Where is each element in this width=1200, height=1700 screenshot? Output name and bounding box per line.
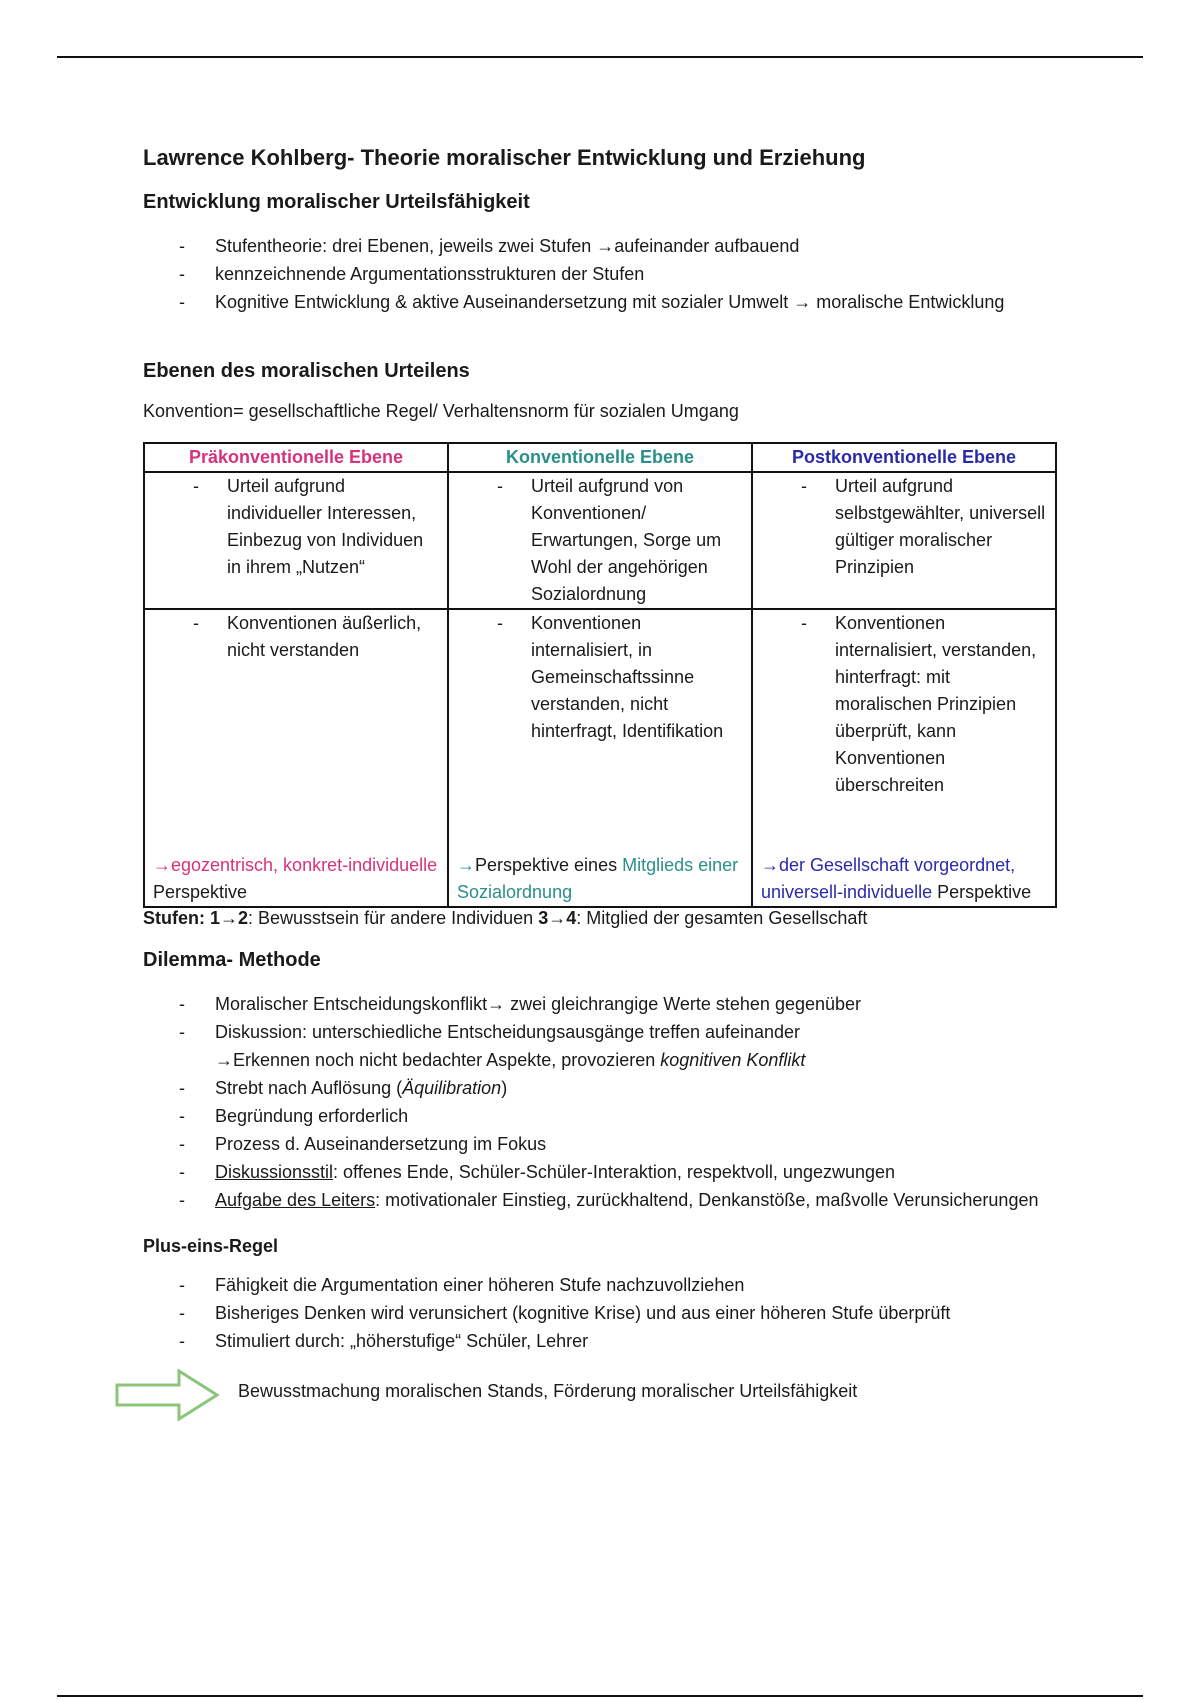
conclusion-row	[143, 1367, 1083, 1427]
header-conventional: Konventionelle Ebene	[448, 443, 752, 472]
document-body	[143, 145, 1083, 1427]
list-item: - kennzeichnende Argumentationsstrukturen der Stufen	[215, 260, 1083, 288]
dilemma-list	[143, 990, 1083, 1214]
convention-definition: Konvention= gesellschaftliche Regel/ Verhaltensnorm für sozialen Umgang	[143, 401, 739, 421]
right-arrow-icon	[113, 1367, 223, 1423]
cell-conv-judgement: - Urteil aufgrund von Konventionen/ Erwartungen, Sorge um Wohl der angehörigen Sozialordnung	[448, 472, 752, 609]
list-item: - Fähigkeit die Argumentation einer höheren Stufe nachzuvollziehen	[215, 1271, 1083, 1299]
list-item: - Begründung erforderlich	[215, 1102, 1083, 1130]
cell-conv-conventions: - Konventionen internalisiert, in Gemeinschaftssinne verstanden, nicht hinterfragt, Identifikation →Perspektive eines Mitglieds einer Sozialordnung	[448, 609, 752, 907]
perspective-post: →der Gesellschaft vorgeordnet, universell-individuelle Perspektive	[761, 855, 1032, 902]
list-item: - Moralischer Entscheidungskonflikt→ zwei gleichrangige Werte stehen gegenüber	[215, 990, 1083, 1018]
cell-pre-conventions: - Konventionen äußerlich, nicht verstanden →egozentrisch, konkret-individuelle Perspektive	[144, 609, 448, 907]
perspective-conv: →Perspektive eines Mitglieds einer Sozialordnung	[457, 855, 739, 902]
section-heading-dilemma: Dilemma- Methode	[143, 949, 321, 971]
header-preconventional: Präkonventionelle Ebene	[144, 443, 448, 472]
bottom-rule	[57, 1695, 1143, 1697]
cell-text: Konventionen äußerlich, nicht verstanden	[227, 613, 422, 660]
list-item: - Kognitive Entwicklung & aktive Auseinandersetzung mit sozialer Umwelt → moralische Entwicklung	[215, 288, 1083, 316]
list-item: - Aufgabe des Leiters: motivationaler Einstieg, zurückhaltend, Denkanstöße, maßvolle Verunsicherungen	[215, 1186, 1083, 1214]
plus-one-list	[143, 1271, 1083, 1355]
stages-line: Stufen: 1→2: Bewusstsein für andere Individuen 3→4: Mitglied der gesamten Gesellschaft	[143, 908, 868, 928]
levels-table	[143, 442, 1057, 908]
development-list	[143, 232, 1083, 316]
section-heading-development: Entwicklung moralischer Urteilsfähigkeit	[143, 191, 530, 213]
section-heading-levels: Ebenen des moralischen Urteilens	[143, 360, 470, 382]
conclusion-text: Bewusstmachung moralischen Stands, Förderung moralischer Urteilsfähigkeit	[238, 1381, 858, 1401]
list-item: - Prozess d. Auseinandersetzung im Fokus	[215, 1130, 1083, 1158]
cell-post-judgement: - Urteil aufgrund selbstgewählter, universell gültiger moralischer Prinzipien	[752, 472, 1056, 609]
header-postconventional: Postkonventionelle Ebene	[752, 443, 1056, 472]
list-item: - Diskussionsstil: offenes Ende, Schüler-Schüler-Interaktion, respektvoll, ungezwungen	[215, 1158, 1083, 1186]
top-rule	[57, 56, 1143, 58]
cell-text: Urteil aufgrund selbstgewählter, universell gültiger moralischer Prinzipien	[835, 476, 1046, 577]
list-item: - Diskussion: unterschiedliche Entscheidungsausgänge treffen aufeinander →Erkennen noch nicht bedachter Aspekte, provozieren kognitiven Konflikt	[215, 1018, 1083, 1074]
list-item: - Stimuliert durch: „höherstufige“ Schüler, Lehrer	[215, 1327, 1083, 1355]
perspective-pre: →egozentrisch, konkret-individuelle Perspektive	[153, 855, 438, 902]
cell-text: Urteil aufgrund individueller Interessen, Einbezug von Individuen in ihrem „Nutzen“	[227, 476, 424, 577]
list-item: - Stufentheorie: drei Ebenen, jeweils zwei Stufen →aufeinander aufbauend	[215, 232, 1083, 260]
cell-pre-judgement: - Urteil aufgrund individueller Interessen, Einbezug von Individuen in ihrem „Nutzen“	[144, 472, 448, 609]
cell-text: Konventionen internalisiert, in Gemeinschaftssinne verstanden, nicht hinterfragt, Identifikation	[531, 613, 724, 741]
list-item: - Bisheriges Denken wird verunsichert (kognitive Krise) und aus einer höheren Stufe überprüft	[215, 1299, 1083, 1327]
list-item: - Strebt nach Auflösung (Äquilibration)	[215, 1074, 1083, 1102]
cell-text: Urteil aufgrund von Konventionen/ Erwartungen, Sorge um Wohl der angehörigen Sozialordnung	[531, 476, 722, 604]
document-title: Lawrence Kohlberg- Theorie moralischer Entwicklung und Erziehung	[143, 145, 866, 170]
cell-text: Konventionen internalisiert, verstanden, hinterfragt: mit moralischen Prinzipien überprüft, kann Konventionen überschreiten	[835, 613, 1037, 795]
cell-post-conventions: - Konventionen internalisiert, verstanden, hinterfragt: mit moralischen Prinzipien überprüft, kann Konventionen überschreiten →der Gesellschaft vorgeordnet, universell-individuelle Perspektive	[752, 609, 1056, 907]
section-heading-plus-one: Plus-eins-Regel	[143, 1236, 279, 1256]
